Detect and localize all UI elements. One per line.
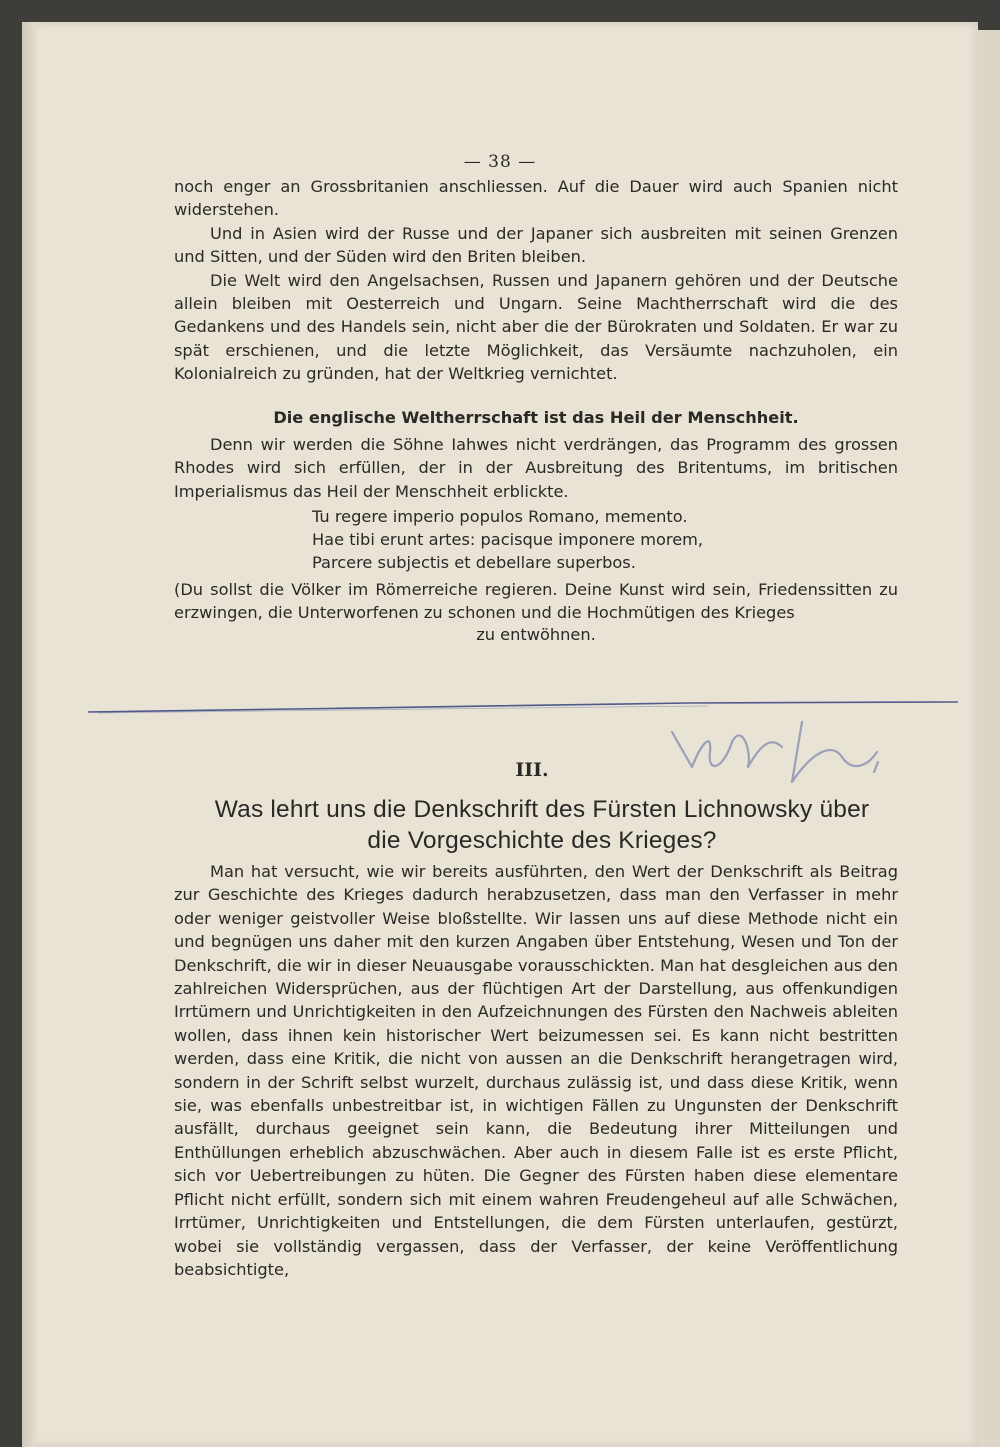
middle-text-block: [174, 433, 898, 503]
chapter-title-line-1: Was lehrt uns die Denkschrift des Fürsten Lichnowsky über: [214, 796, 870, 823]
verse-line-3: Parcere subjectis et debellare superbos.: [312, 553, 636, 572]
translation-block: [174, 578, 898, 625]
translation-text: (Du sollst die Völker im Römerreiche regieren. Deine Kunst wird sein, Friedenssitten zu erzwingen, die Unterworfenen zu schonen und die Hochmütigen des Krieges: [174, 580, 898, 623]
page-gutter: [22, 22, 36, 1447]
chapter-body-paragraph: Man hat versucht, wie wir bereits ausführten, den Wert der Denkschrift als Beitrag zur Geschichte des Krieges dadurch herabzusetzen, dass man den Verfasser in mehr oder weniger geistvoller Weise bloßstellte. Wir lassen uns auf diese Methode nicht ein und begnügen uns daher mit den kurzen Angaben über Entstehung, Wesen und Ton der Denkschrift, die wir in dieser Neuausgabe vorausschickten. Man hat desgleichen aus den zahlreichen Widersprüchen, aus der flüchtigen Art der Darstellung, aus offenkundigen Irrtümern und Unrichtigkeiten in den Aufzeichnungen des Fürsten den Nachweis ableiten wollen, dass ihnen kein historischer Wert beizumessen sei. Es kann nicht bestritten werden, dass eine Kritik, die nicht von aussen an die Denkschrift herangetragen wird, sondern in der Schrift selbst wurzelt, durchaus zulässig ist, und dass diese Kritik, wenn sie, was ebenfalls unbestreitbar ist, in wichtigen Fällen zu Ungunsten der Denkschrift ausfällt, durchaus geeignet sein kann, die Bedeutung ihrer Mitteilungen und Enthüllungen erheblich abzuschwächen. Aber auch in diesem Falle ist es erste Pflicht, sich vor Uebertreibungen zu hüten. Die Gegner des Fürsten haben diese elementare Pflicht nicht erfüllt, sondern sich mit einem wahren Freudengeheul auf alle Schwächen, Irrtümer, Unrichtigkeiten und Entstellungen, die dem Fürsten unterlaufen, gestürzt, wobei sie vollständig vergassen, dass der Verfasser, der keine Veröffentlichung beabsichtigte,: [174, 862, 898, 1279]
chapter-body-block: [174, 860, 898, 1281]
section-number: III.: [515, 759, 549, 781]
chapter-title-line-2: die Vorgeschichte des Krieges?: [367, 827, 717, 854]
paragraph-rhodes: Denn wir werden die Söhne Iahwes nicht verdrängen, das Programm des grossen Rhodes wird sich erfüllen, der in der Ausbreitung des Britentums, im britischen Imperialismus das Heil der Menschheit erblickte.: [174, 435, 898, 501]
bold-heading: Die englische Weltherrschaft ist das Heil der Menschheit.: [273, 408, 799, 427]
translation-end: zu entwöhnen.: [476, 625, 596, 644]
verse-line-2: Hae tibi erunt artes: pacisque imponere morem,: [312, 530, 704, 549]
paragraph-3: Die Welt wird den Angelsachsen, Russen und Japanern gehören und der Deutsche allein bleiben mit Oesterreich und Ungarn. Seine Machtherrschaft wird die des Gedankens und des Handels sein, nicht aber die der Bürokraten und Soldaten. Er war zu spät erschienen, und die letzte Möglichkeit, das Versäumte nachzuholen, ein Kolonialreich zu gründen, hat der Weltkrieg vernichtet.: [174, 270, 898, 384]
verse-line-1: Tu regere imperio populos Romano, memento.: [312, 507, 688, 526]
chapter-title: [152, 794, 932, 856]
paragraph-2: Und in Asien wird der Russe und der Japaner sich ausbreiten mit seinen Grenzen und Sitten, und der Süden wird den Briten bleiben.: [174, 223, 898, 267]
latin-verse: [312, 505, 703, 574]
top-text-block: [174, 175, 898, 386]
page-number: — 38 —: [463, 152, 537, 172]
book-page: [22, 22, 978, 1447]
paragraph-1: noch enger an Grossbritanien anschliessen. Auf die Dauer wird auch Spanien nicht widerstehen.: [174, 177, 898, 220]
